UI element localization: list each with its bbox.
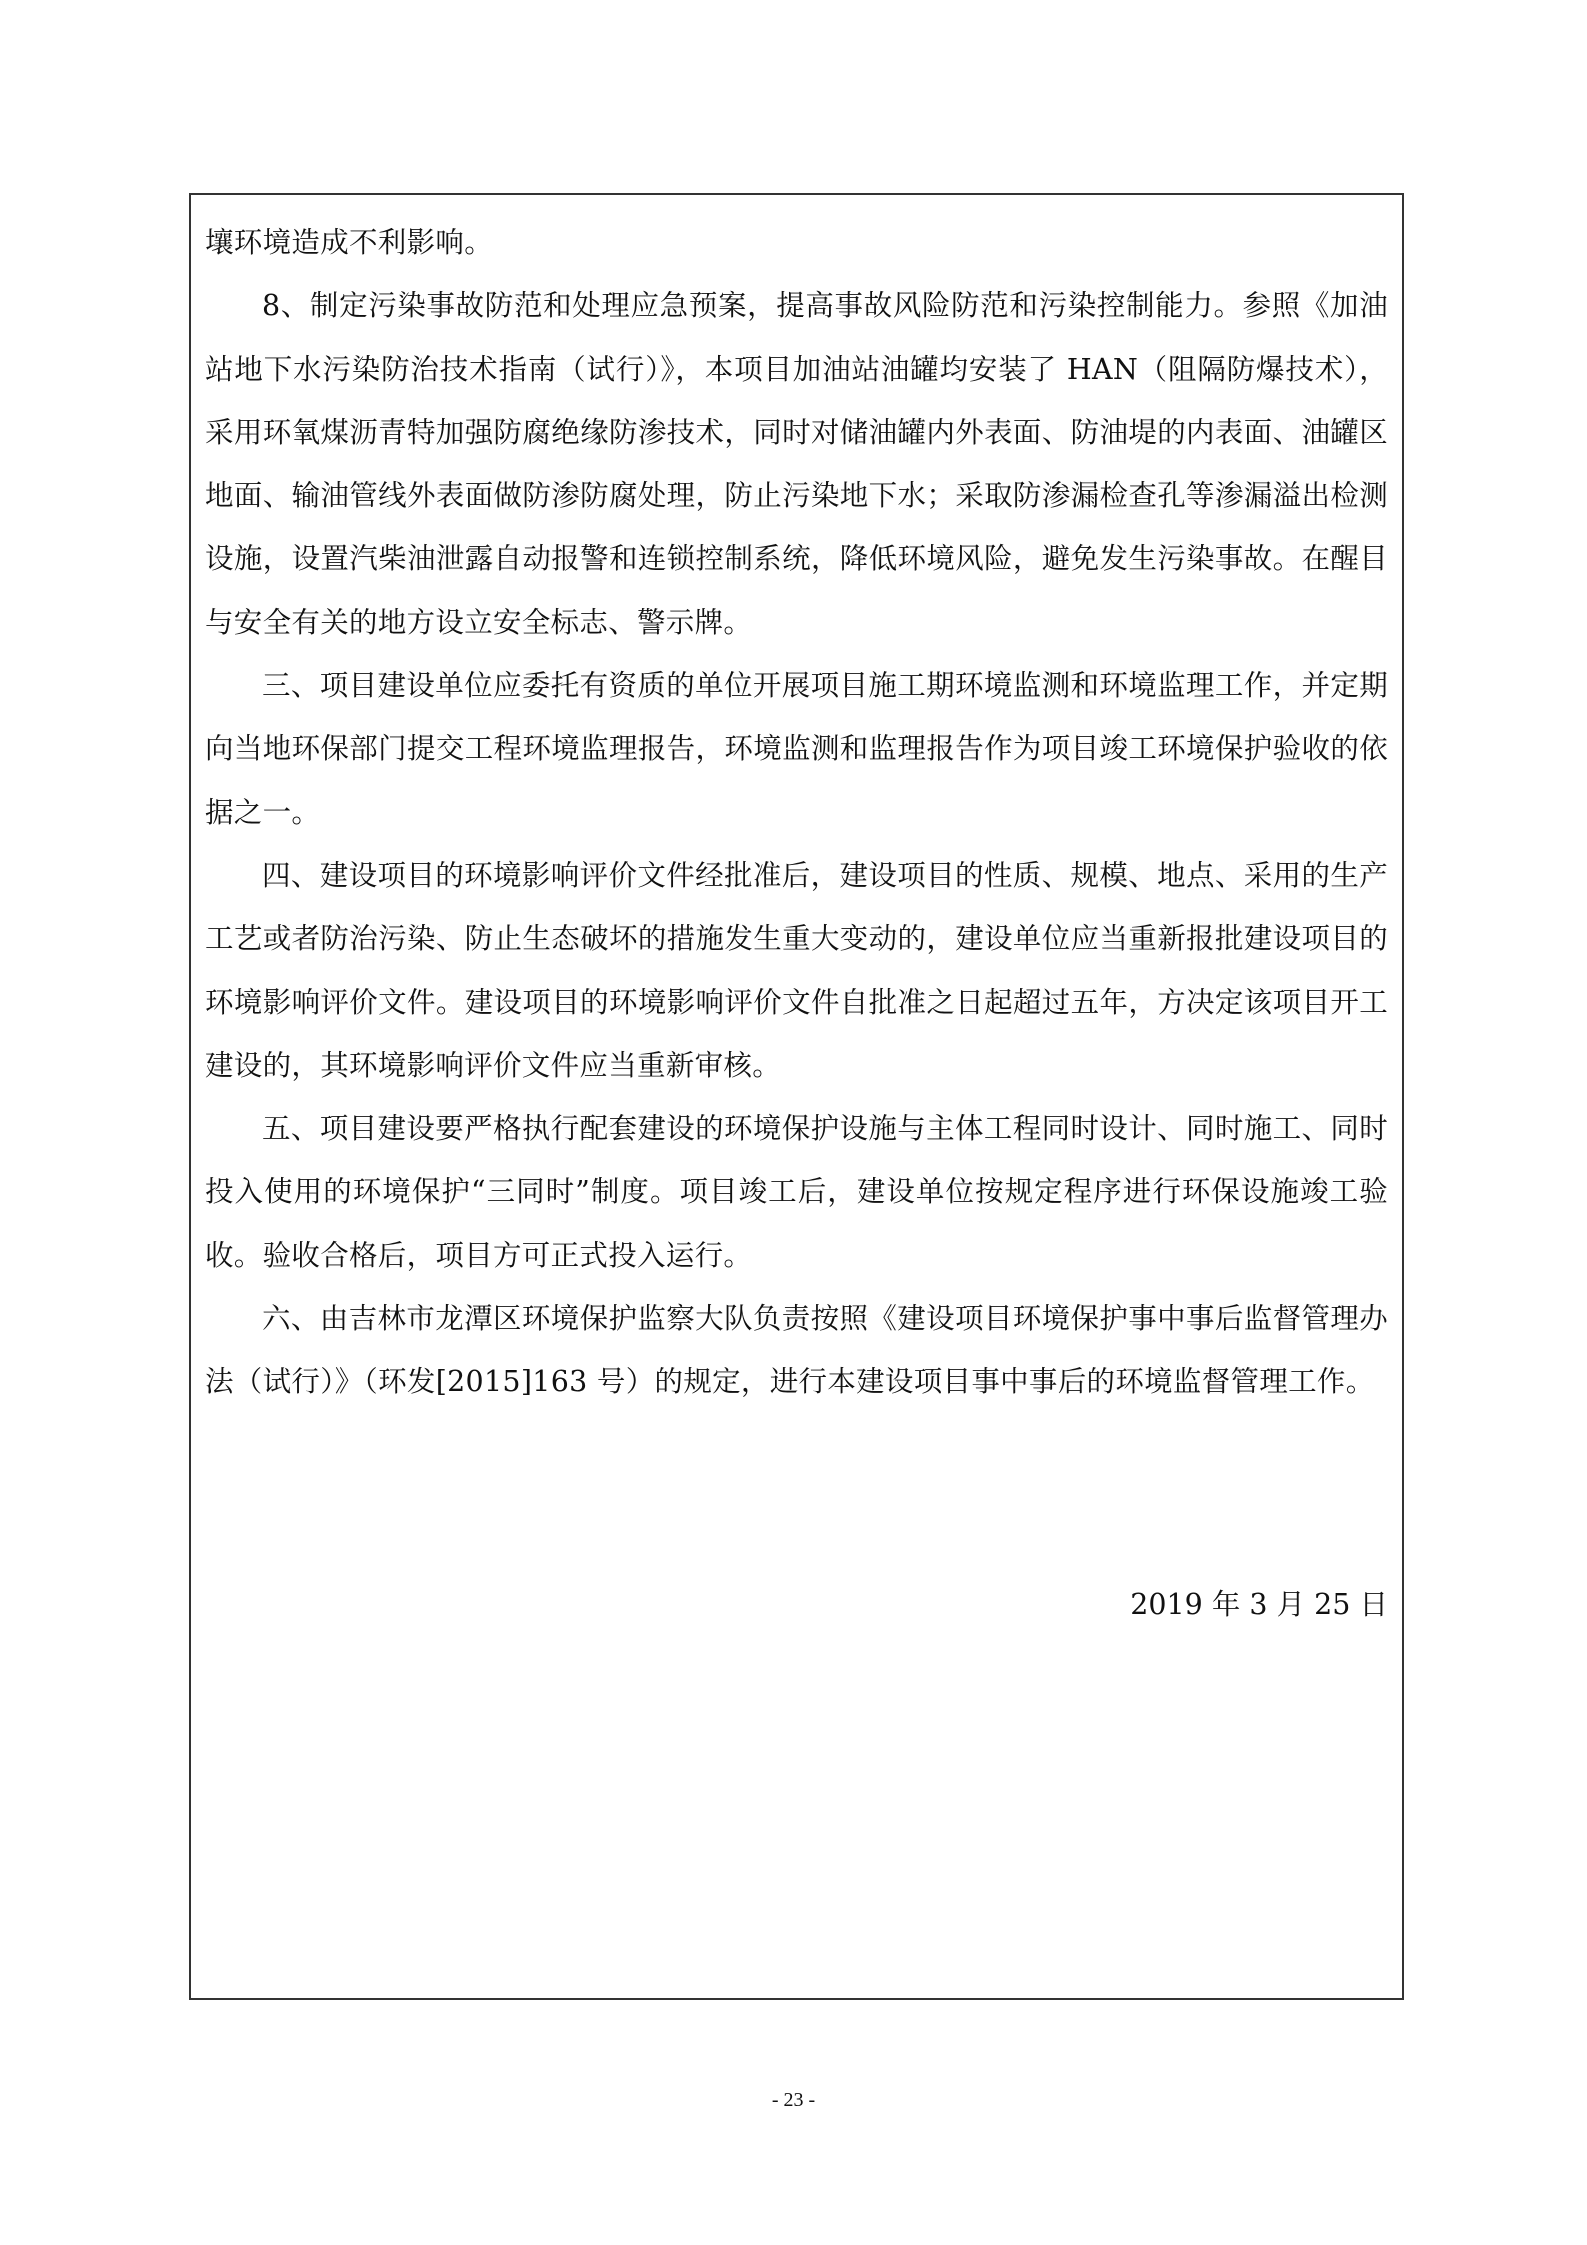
paragraph-continuation: 壤环境造成不利影响。 [205, 226, 494, 259]
paragraph-section-5: 五、项目建设要严格执行配套建设的环境保护设施与主体工程同时设计、同时施工、同时投入使用的环境保护“三同时”制度。项目竣工后，建设单位按规定程序进行环保设施竣工验收。验收合格后，项目方可正式投入运行。 [205, 1112, 1388, 1272]
paragraph-section-6: 六、由吉林市龙潭区环境保护监察大队负责按照《建设项目环境保护事中事后监督管理办法（试行）》（环发[2015]163 号）的规定，进行本建设项目事中事后的环境监督管理工作。 [205, 1302, 1388, 1399]
paragraph-section-4: 四、建设项目的环境影响评价文件经批准后，建设项目的性质、规模、地点、采用的生产工艺或者防治污染、防止生态破坏的措施发生重大变动的，建设单位应当重新报批建设项目的环境影响评价文件。建设项目的环境影响评价文件自批准之日起超过五年，方决定该项目开工建设的，其环境影响评价文件应当重新审核。 [205, 858, 1388, 1082]
paragraph-section-3: 三、项目建设单位应委托有资质的单位开展项目施工期环境监测和环境监理工作，并定期向当地环保部门提交工程环境监理报告，环境监测和监理报告作为项目竣工环境保护验收的依据之一。 [205, 669, 1388, 829]
document-body-frame [189, 193, 1404, 2000]
paragraph-item-8: 8、制定污染事故防范和处理应急预案，提高事故风险防范和污染控制能力。参照《加油站地下水污染防治技术指南（试行）》，本项目加油站油罐均安装了 HAN（阻隔防爆技术），采用环氧煤沥青特加强防腐绝缘防渗技术，同时对储油罐内外表面、防油堤的内表面、油罐区地面、输油管线外表面做防渗防腐处理，防止污染地下水；采取防渗漏检查孔等渗漏溢出检测设施，设置汽柴油泄露自动报警和连锁控制系统，降低环境风险，避免发生污染事故。在醒目与安全有关的地方设立安全标志、警示牌。 [205, 289, 1388, 639]
document-date: 2019 年 3 月 25 日 [1130, 1588, 1388, 1621]
page-number: - 23 - [771, 2089, 816, 2111]
